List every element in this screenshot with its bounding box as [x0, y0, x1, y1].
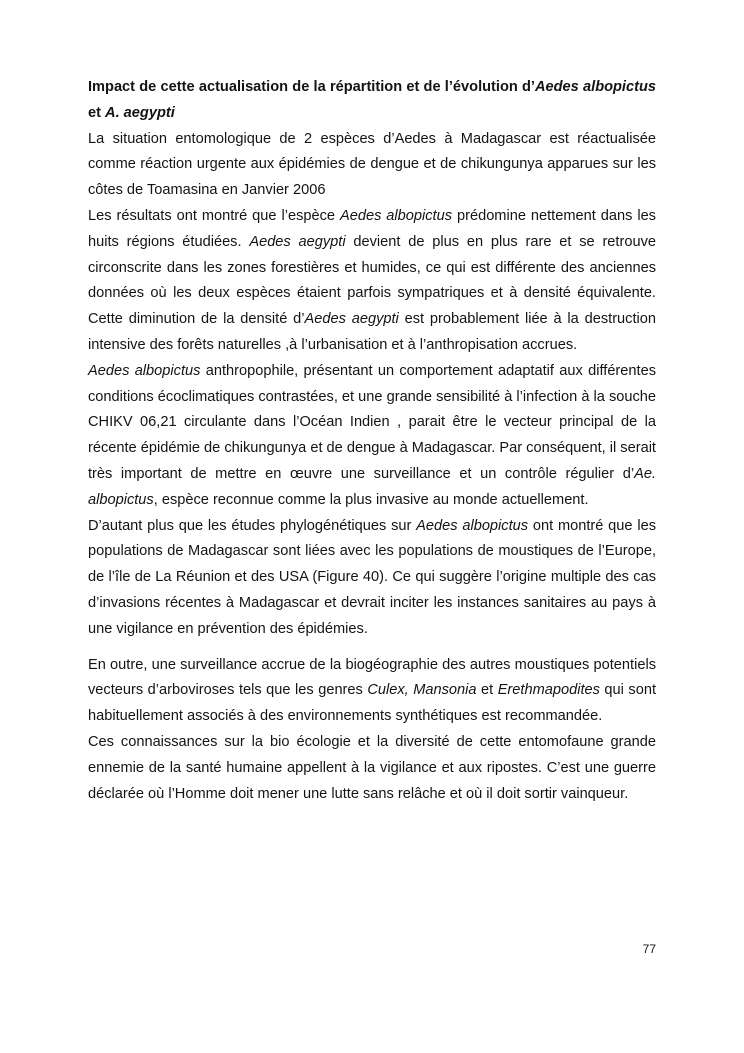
paragraph-text: En outre, une surveillance accrue de la biogéographie des autres moustiques potentiels vecteurs d’arboviroses tels que les genres	[88, 656, 656, 699]
species-name: Aedes albopictus	[339, 207, 453, 224]
paragraph-text: Les résultats ont montré que l’espèce	[88, 207, 340, 224]
paragraph-text: qui sont habituellement associés à des environnements synthétiques est recommandée.	[88, 682, 656, 725]
heading-species-albopictus: Aedes albopictus	[534, 79, 656, 95]
genus-name: Culex, Mansonia	[367, 682, 477, 699]
genus-name: Erethmapodites	[497, 682, 600, 699]
heading-conjunction: et	[88, 104, 106, 121]
paragraph-surveillance	[88, 653, 656, 730]
paragraph-text: D’autant plus que les études phylogénétiques sur	[88, 517, 417, 534]
paragraph-text: La situation entomologique de 2 espèces d’Aedes à Madagascar est réactualisée comme réaction urgente aux épidémies de dengue et de chikungunya apparues sur les côtes de Toamasina en Janvier 2006	[88, 130, 656, 199]
paragraph-results	[88, 204, 656, 359]
heading-text: Impact de cette actualisation de la répartition et de l’évolution d’	[88, 79, 535, 95]
species-name: Aedes albopictus	[88, 362, 201, 379]
paragraph-text: anthropophile, présentant un comportement adaptatif aux différentes conditions écoclimatiques contrastées, et une grande sensibilité à l’infection à la souche CHIKV 06,21 circulante dans l’Océan Indien , parait être le vecteur principal de la récente épidémie de chikungunya et de dengue à Madagascar. Par conséquent, il serait très important de mettre en œuvre une surveillance et un contrôle régulier d’	[88, 362, 656, 482]
species-name: Ae. albopictus	[88, 465, 656, 508]
paragraph-text: Ces connaissances sur la bio écologie et la diversité de cette entomofaune grande ennemie de la santé humaine appellent à la vigilance et aux ripostes. C’est une guerre déclarée où l’Homme doit mener une lutte sans relâche et où il doit sortir vainqueur.	[88, 733, 656, 802]
page-number: 77	[642, 942, 656, 956]
species-name: Aedes albopictus	[416, 517, 529, 534]
species-name: Aedes aegypti	[249, 233, 346, 250]
heading-species-aegypti: A. aegypti	[105, 104, 175, 121]
paragraph-phylogenetics	[88, 514, 656, 643]
section-heading	[88, 75, 656, 127]
paragraph-text: prédomine nettement dans les huits régions étudiées.	[88, 207, 656, 250]
paragraph-text: , espèce reconnue comme la plus invasive au monde actuellement.	[153, 491, 589, 508]
paragraph-conclusion	[88, 730, 656, 807]
paragraph-albopictus-vector	[88, 359, 656, 514]
paragraph-situation	[88, 127, 656, 204]
paragraph-text: est probablement liée à la destruction intensive des forêts naturelles ,à l’urbanisation et à l’anthropisation accrues.	[88, 311, 656, 353]
paragraph-text: et	[476, 682, 498, 699]
paragraph-text: ont montré que les populations de Madagascar sont liées avec les populations de moustiques de l’Europe, de l’île de La Réunion et des USA (Figure 40). Ce qui suggère l’origine multiple des cas d’invasions récentes à Madagascar et devrait inciter les instances sanitaires au pays à une vigilance en prévention des épidémies.	[88, 517, 656, 637]
species-name: Aedes aegypti	[304, 311, 399, 328]
paragraph-text: devient de plus en plus rare et se retrouve circonscrite dans les zones forestières et humides, ce qui est différente des anciennes données où les deux espèces étaient parfois sympatriques et à densité équivalente. Cette diminution de la densité d’	[88, 233, 656, 328]
body-text	[88, 75, 656, 807]
